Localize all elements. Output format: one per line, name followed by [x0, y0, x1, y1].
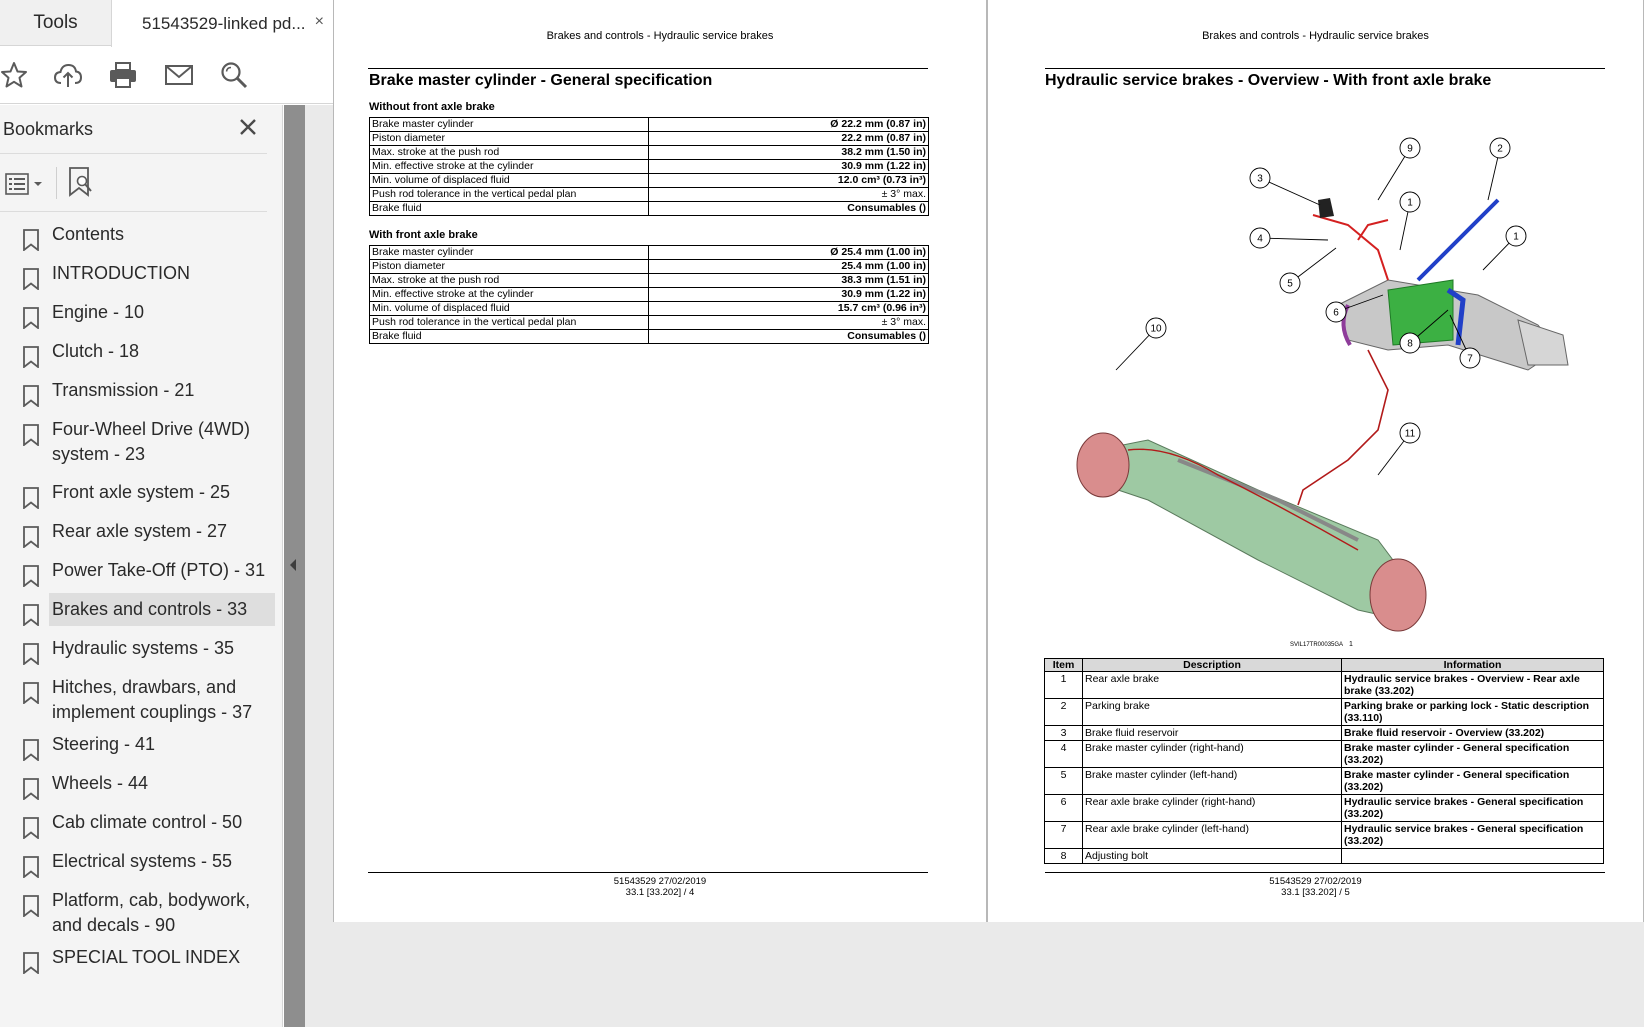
item-link[interactable]: Brake master cylinder - General specification (33.202) — [1342, 768, 1604, 795]
bookmark-icon — [22, 229, 40, 251]
bookmark-label: Power Take-Off (PTO) - 31 — [52, 560, 266, 580]
bookmark-icon — [22, 385, 40, 407]
bookmark-label: Cab climate control - 50 — [52, 812, 243, 832]
bookmark-options-icon[interactable] — [4, 169, 46, 199]
table-row — [1045, 699, 1604, 726]
spec-label: Brake fluid — [370, 202, 649, 216]
bookmark-icon — [22, 643, 40, 665]
bookmark-label: Brakes and controls - 33 — [49, 593, 275, 626]
spec-value[interactable]: Consumables () — [649, 202, 929, 216]
bookmark-label: Four-Wheel Drive (4WD) system - 23 — [52, 419, 251, 464]
table-row — [370, 246, 929, 260]
spec-label: Max. stroke at the push rod — [370, 274, 649, 288]
callout-number: 5 — [1287, 278, 1293, 290]
page-header: Brakes and controls - Hydraulic service brakes — [1202, 30, 1429, 42]
bookmarks-panel — [0, 105, 283, 1027]
item-description: Parking brake — [1083, 699, 1342, 726]
table-row — [1045, 741, 1604, 768]
item-description: Adjusting bolt — [1083, 849, 1342, 864]
item-link[interactable] — [1342, 849, 1604, 864]
table-row — [370, 288, 929, 302]
item-link[interactable]: Brake master cylinder - General specification (33.202) — [1342, 741, 1604, 768]
table-row — [1045, 795, 1604, 822]
section-title: Hydraulic service brakes - Overview - With front axle brake — [1045, 72, 1492, 89]
table-row — [370, 132, 929, 146]
spec-value[interactable]: Consumables () — [649, 330, 929, 344]
table-row — [370, 260, 929, 274]
brake-system-diagram — [1058, 130, 1578, 650]
spec-value: 30.9 mm (1.22 in) — [649, 160, 929, 174]
item-number: 2 — [1045, 699, 1083, 726]
spec-label: Min. volume of displaced fluid — [370, 302, 649, 316]
bookmark-icon — [22, 424, 40, 446]
cloud-upload-icon[interactable] — [50, 57, 86, 93]
footer-line: 33.1 [33.202] / 4 — [625, 887, 695, 898]
tab-document[interactable] — [111, 0, 335, 47]
front-axle-illustration — [1077, 433, 1426, 631]
table-row — [370, 174, 929, 188]
items-table — [1044, 658, 1604, 864]
spec-value: 15.7 cm³ (0.96 in³) — [649, 302, 929, 316]
bookmark-icon — [22, 307, 40, 329]
bookmark-icon — [22, 739, 40, 761]
callout-number: 6 — [1333, 307, 1339, 319]
table-row — [370, 202, 929, 216]
item-number: 3 — [1045, 726, 1083, 741]
envelope-icon[interactable] — [161, 57, 197, 93]
bookmark-label: Contents — [52, 224, 125, 244]
spec-label: Min. volume of displaced fluid — [370, 174, 649, 188]
spec-value: Ø 22.2 mm (0.87 in) — [649, 118, 929, 132]
table-row — [370, 160, 929, 174]
collapse-panel-icon[interactable] — [287, 557, 299, 573]
spec-value: ± 3° max. — [649, 188, 929, 202]
table-row — [370, 118, 929, 132]
item-description: Brake master cylinder (left-hand) — [1083, 768, 1342, 795]
table-row — [370, 274, 929, 288]
magnifier-icon[interactable] — [216, 57, 252, 93]
rule — [368, 872, 928, 873]
divider — [0, 211, 267, 212]
callout-number: 8 — [1407, 338, 1413, 350]
rule — [1045, 872, 1605, 873]
table-row — [370, 330, 929, 344]
item-number: 5 — [1045, 768, 1083, 795]
item-number: 4 — [1045, 741, 1083, 768]
bookmark-icon — [22, 268, 40, 290]
spec-value: 12.0 cm³ (0.73 in³) — [649, 174, 929, 188]
spec-label: Push rod tolerance in the vertical pedal plan — [370, 316, 649, 330]
item-number: 1 — [1045, 672, 1083, 699]
pdf-page-left — [333, 0, 987, 922]
rule — [1045, 68, 1605, 69]
bookmark-label: Platform, cab, bodywork, and decals - 90 — [52, 890, 251, 935]
close-icon[interactable]: × — [314, 13, 324, 30]
bookmark-label: Hitches, drawbars, and implement couplings - 37 — [52, 677, 253, 722]
figure-reference: SVIL17TR00035GA — [1290, 642, 1344, 648]
subsection-heading: Without front axle brake — [369, 101, 495, 113]
item-description: Brake master cylinder (right-hand) — [1083, 741, 1342, 768]
bookmark-icon — [22, 682, 40, 704]
table-row — [370, 146, 929, 160]
bookmark-icon — [22, 856, 40, 878]
table-row — [1045, 822, 1604, 849]
footer-line: 51543529 27/02/2019 — [1269, 876, 1362, 887]
spec-label: Max. stroke at the push rod — [370, 146, 649, 160]
table-row — [1045, 849, 1604, 864]
spec-value: Ø 25.4 mm (1.00 in) — [649, 246, 929, 260]
spec-value: 25.4 mm (1.00 in) — [649, 260, 929, 274]
spec-table — [369, 245, 929, 344]
bookmark-label: Clutch - 18 — [52, 341, 140, 361]
rear-axle-illustration — [1298, 198, 1568, 505]
item-number: 8 — [1045, 849, 1083, 864]
table-row — [370, 316, 929, 330]
bookmarks-title: Bookmarks — [3, 119, 94, 139]
star-icon[interactable] — [0, 57, 32, 93]
find-bookmark-icon[interactable] — [66, 165, 96, 199]
item-description: Rear axle brake cylinder (left-hand) — [1083, 822, 1342, 849]
callout-number: 11 — [1404, 428, 1416, 440]
spec-value: 38.3 mm (1.51 in) — [649, 274, 929, 288]
spec-label: Piston diameter — [370, 132, 649, 146]
page-footer — [334, 876, 986, 898]
spec-label: Min. effective stroke at the cylinder — [370, 288, 649, 302]
footer-line: 51543529 27/02/2019 — [613, 876, 707, 887]
spec-value: 38.2 mm (1.50 in) — [649, 146, 929, 160]
table-header-row — [1045, 659, 1604, 672]
column-header: Information — [1342, 659, 1604, 672]
footer-line: 33.1 [33.202] / 5 — [1281, 887, 1350, 898]
page-header: Brakes and controls - Hydraulic service brakes — [546, 30, 774, 42]
bookmark-icon — [22, 817, 40, 839]
spec-table — [369, 117, 929, 216]
spec-label: Brake fluid — [370, 330, 649, 344]
pdf-page-right — [987, 0, 1644, 922]
subsection-heading: With front axle brake — [369, 229, 478, 241]
rule — [368, 68, 928, 69]
callout-number: 7 — [1467, 353, 1473, 365]
printer-icon[interactable] — [105, 57, 141, 93]
column-header: Description — [1083, 659, 1342, 672]
divider — [0, 153, 267, 154]
bookmark-label: Engine - 10 — [52, 302, 145, 322]
bookmark-icon — [22, 565, 40, 587]
item-number: 7 — [1045, 822, 1083, 849]
spec-value: 30.9 mm (1.22 in) — [649, 288, 929, 302]
spec-value: 22.2 mm (0.87 in) — [649, 132, 929, 146]
bookmark-icon — [22, 778, 40, 800]
figure-number: 1 — [1349, 641, 1353, 648]
bookmark-label: Electrical systems - 55 — [52, 851, 233, 871]
column-header: Item — [1045, 659, 1083, 672]
item-link[interactable]: Parking brake or parking lock - Static description (33.110) — [1342, 699, 1604, 726]
bookmark-icon — [22, 952, 40, 974]
page-footer — [988, 876, 1643, 898]
spec-label: Piston diameter — [370, 260, 649, 274]
bookmark-label: Steering - 41 — [52, 734, 156, 754]
bookmark-icon — [22, 487, 40, 509]
close-icon[interactable] — [236, 115, 260, 139]
spec-value: ± 3° max. — [649, 316, 929, 330]
item-link[interactable]: Brake fluid reservoir - Overview (33.202) — [1342, 726, 1604, 741]
callout-number: 3 — [1257, 173, 1263, 185]
bookmark-icon — [22, 604, 40, 626]
tab-tools-label: Tools — [33, 12, 78, 33]
spec-label: Brake master cylinder — [370, 246, 649, 260]
table-row — [1045, 768, 1604, 795]
item-link[interactable]: Hydraulic service brakes - General specification (33.202) — [1342, 822, 1604, 849]
bookmark-icon — [22, 346, 40, 368]
callout-number: 4 — [1257, 233, 1263, 245]
bookmark-icon — [22, 526, 40, 548]
table-row — [1045, 726, 1604, 741]
callout-number: 10 — [1150, 323, 1162, 335]
callout-number: 2 — [1497, 143, 1503, 155]
bookmark-label: Hydraulic systems - 35 — [52, 638, 235, 658]
table-row — [1045, 672, 1604, 699]
item-description: Rear axle brake — [1083, 672, 1342, 699]
tab-document-label: 51543529-linked pd... — [142, 13, 306, 33]
item-link[interactable]: Hydraulic service brakes - General specification (33.202) — [1342, 795, 1604, 822]
spec-label: Min. effective stroke at the cylinder — [370, 160, 649, 174]
bookmark-label: Transmission - 21 — [52, 380, 195, 400]
callout-number: 1 — [1513, 231, 1519, 243]
bookmark-label: INTRODUCTION — [52, 263, 190, 283]
spec-label: Push rod tolerance in the vertical pedal plan — [370, 188, 649, 202]
callout-number: 9 — [1407, 143, 1413, 155]
bookmark-label: Wheels - 44 — [52, 773, 149, 793]
item-description: Rear axle brake cylinder (right-hand) — [1083, 795, 1342, 822]
bookmark-label: SPECIAL TOOL INDEX — [52, 947, 241, 967]
divider — [56, 167, 57, 199]
section-title: Brake master cylinder - General specification — [369, 72, 713, 89]
table-row — [370, 188, 929, 202]
spec-label: Brake master cylinder — [370, 118, 649, 132]
item-description: Brake fluid reservoir — [1083, 726, 1342, 741]
item-number: 6 — [1045, 795, 1083, 822]
bookmark-label: Rear axle system - 27 — [52, 521, 228, 541]
tab-tools[interactable] — [0, 0, 111, 46]
bookmark-label: Front axle system - 25 — [52, 482, 231, 502]
bookmark-icon — [22, 895, 40, 917]
item-link[interactable]: Hydraulic service brakes - Overview - Rear axle brake (33.202) — [1342, 672, 1604, 699]
table-row — [370, 302, 929, 316]
callout-number: 1 — [1407, 197, 1413, 209]
